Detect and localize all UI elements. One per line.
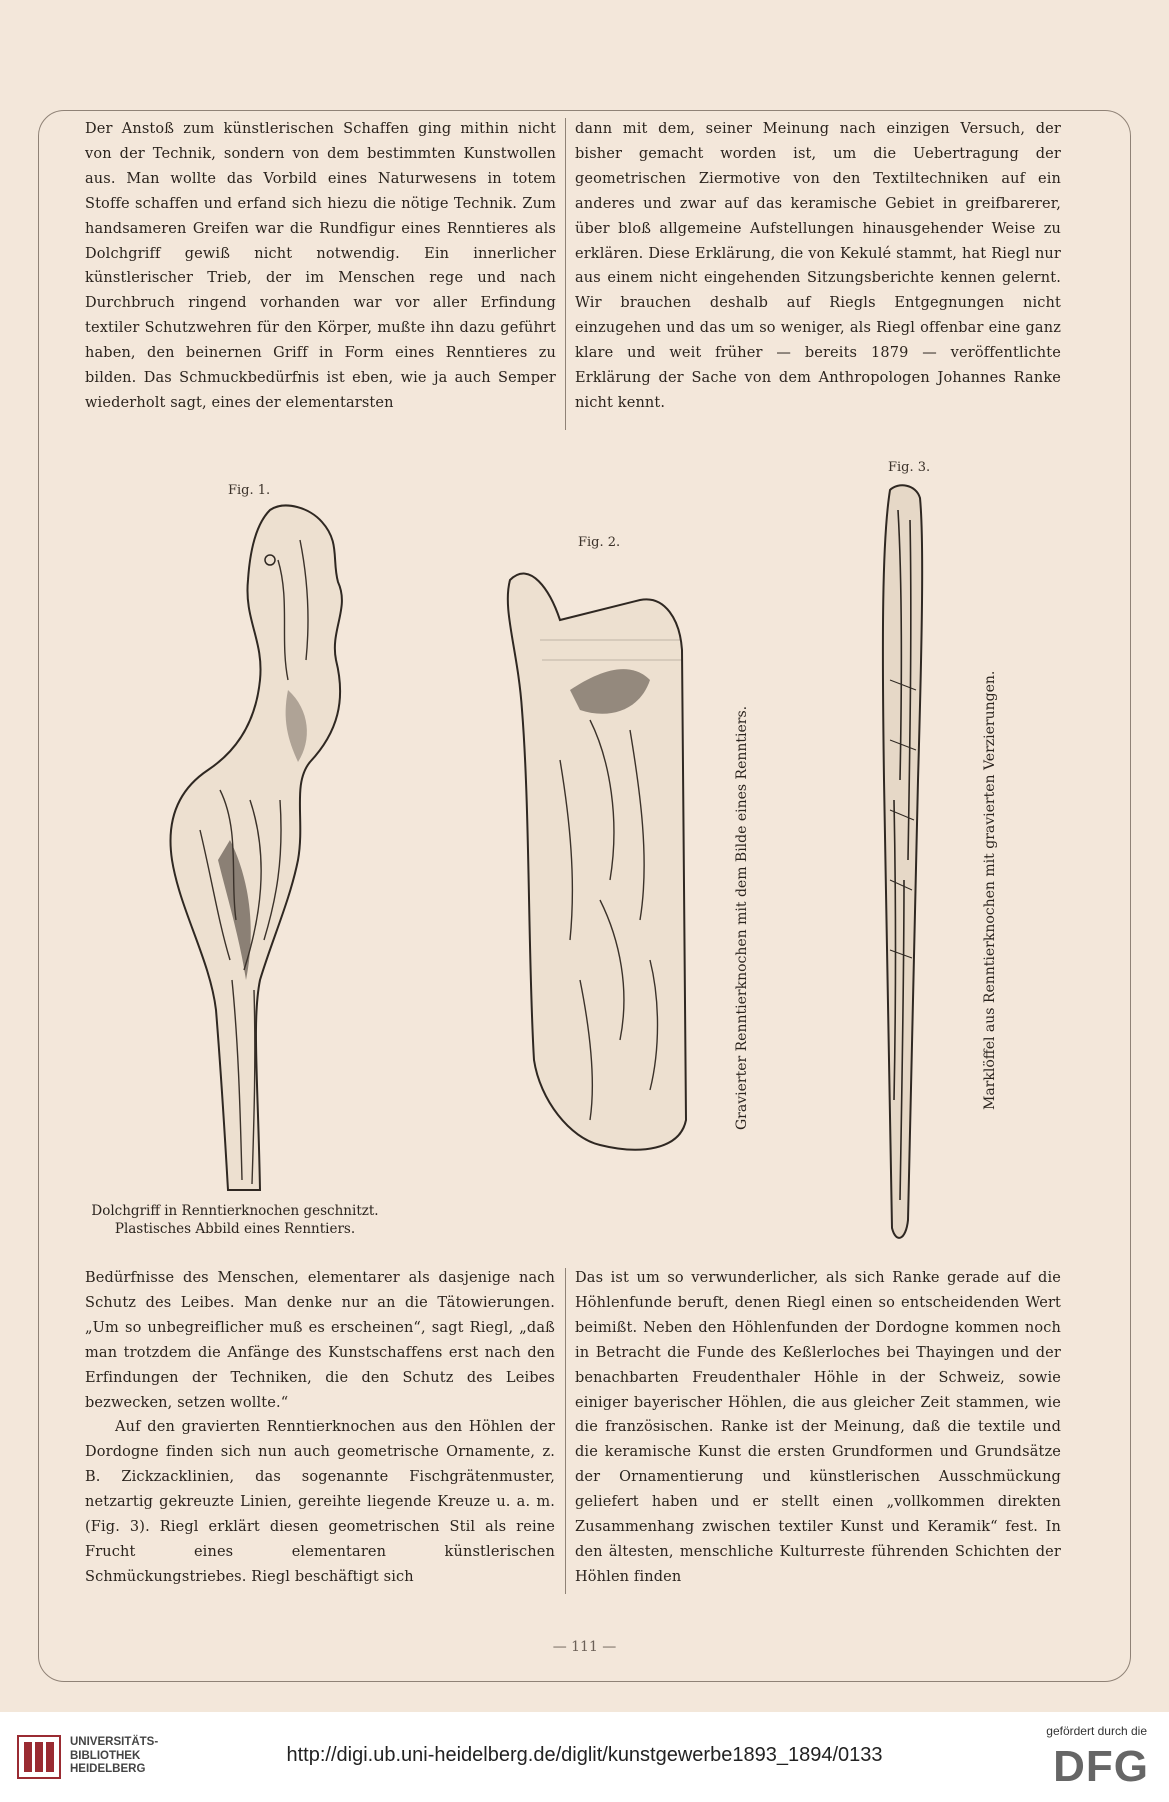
column-divider-bottom [565, 1268, 566, 1594]
column-divider-top [565, 118, 566, 430]
fig2-engraved-reindeer-bone-image [500, 560, 700, 1160]
fig1-caption [70, 1202, 400, 1238]
fig1-caption-line1: Dolchgriff in Renntierknochen geschnitzt. [91, 1203, 379, 1219]
paragraph: dann mit dem, seiner Meinung nach einzigen Versuch, der bisher gemacht worden ist, um die Uebertragung der geometrischen Ziermotive von den Textiltechniken auf ein anderes und zwar auf das keramische Gebiet in greifbarerer, über bloß allgemeine Aufstellungen hinausgehender Weise zu erklären. Diese Erklärung, die von Kekulé stammt, hat Riegl nur aus einem nicht eingehenden Sitzungsberichte kennen gelernt. Wir brauchen deshalb auf Riegls Entgegnungen nicht einzugehen und das um so weniger, als Riegl offenbar eine ganz klare und weit früher — bereits 1879 — veröffentlichte Erklärung der Sache von dem Anthropologen Johannes Ranke nicht kennt. [575, 121, 1061, 411]
footer-bar [0, 1712, 1169, 1802]
paragraph: Der Anstoß zum künstlerischen Schaffen ging mithin nicht von der Technik, sondern von dem bestimmten Kunstwollen aus. Man wollte das Vorbild eines Naturwesens in totem Stoffe schaffen und erfand sich hiezu die nötige Technik. Zum handsameren Greifen war die Rundfigur eines Renntieres als Dolchgriff gewiß nicht notwendig. Ein innerlicher künstlerischer Trieb, der im Menschen rege und nach Durchbruch ringend vorhanden war vor aller Erfindung textiler Schutzwehren für den Körper, mußte ihn dazu geführt haben, den beinernen Griff in Form eines Renntieres zu bilden. Das Schmuckbedürfnis ist eben, wie ja auch Semper wiederholt sagt, eines der elementarsten [85, 121, 556, 411]
text-column-top-right [575, 117, 1061, 416]
library-line1: UNIVERSITÄTS- [70, 1736, 159, 1748]
library-line2: BIBLIOTHEK [70, 1749, 141, 1762]
text-column-bottom-right [575, 1266, 1061, 1590]
paragraph: Auf den gravierten Renntierknochen aus den Höhlen der Dordogne finden sich nun auch geometrische Ornamente, z. B. Zickzacklinien, das sogenannte Fischgrätenmuster, netzartig gekreuzte Linien, gereihte liegende Kreuze u. a. m. (Fig. 3). Riegl erklärt diesen geometrischen Stil als reine Frucht eines elementaren künstlerischen Schmückungstriebes. Riegl beschäftigt sich [85, 1419, 555, 1585]
fig1-reindeer-dagger-handle-image [160, 500, 400, 1200]
fig2-caption: Gravierter Renntierknochen mit dem Bilde eines Renntiers. [734, 705, 750, 1130]
page-number: — 111 — [552, 1639, 617, 1655]
library-line3: HEIDELBERG [70, 1763, 146, 1775]
fig1-caption-line2: Plastisches Abbild eines Renntiers. [114, 1221, 356, 1237]
dfg-logo: DFG [1053, 1742, 1149, 1791]
paragraph: Bedürfnisse des Menschen, elementarer als dasjenige nach Schutz des Leibes. Man denke nur an die Tätowierungen. „Um so unbegreiflicher muß es erscheinen“, sagt Riegl, „daß man trotzdem die Anfänge des Kunstschaffens erst nach den Erfindungen der Techniken, die den Schutz des Leibes bezwecken, setzen wollte.“ [85, 1270, 555, 1411]
fig3-label: Fig. 3. [888, 460, 931, 475]
paragraph: Das ist um so verwunderlicher, als sich Ranke gerade auf die Höhlenfunde beruft, denen Riegl einen so entscheidenden Wert beimißt. Neben den Höhlenfunden der Dordogne kommen noch in Betracht die Funde des Keßlerloches bei Thayingen und der benachbarten Freudenthaler Höhle in der Schweiz, sowie einiger bayerischer Höhlen, die aus gleicher Zeit stammen, wie die französischen. Ranke ist der Meinung, daß die textile und die keramische Kunst die ersten Grundformen und Grundsätze der Ornamentierung und künstlerischen Ausschmückung geliefert haben und er stellt einen „vollkommen direkten Zusammenhang zwischen textiler Kunst und Keramik“ fest. In den ältesten, menschliche Kulturreste führenden Schichten der Höhlen finden [575, 1270, 1061, 1585]
text-column-bottom-left [85, 1266, 555, 1590]
fig1-label: Fig. 1. [228, 483, 271, 498]
fig2-label: Fig. 2. [578, 535, 621, 550]
source-url-link[interactable]: http://digi.ub.uni-heidelberg.de/diglit/kunstgewerbe1893_1894/0133 [286, 1744, 883, 1766]
fig3-caption: Marklöffel aus Renntierknochen mit gravierten Verzierungen. [982, 670, 998, 1110]
sponsor-note: gefördert durch die [1046, 1724, 1147, 1738]
fig3-marrow-spoon-image [868, 480, 948, 1250]
text-column-top-left [85, 117, 556, 416]
